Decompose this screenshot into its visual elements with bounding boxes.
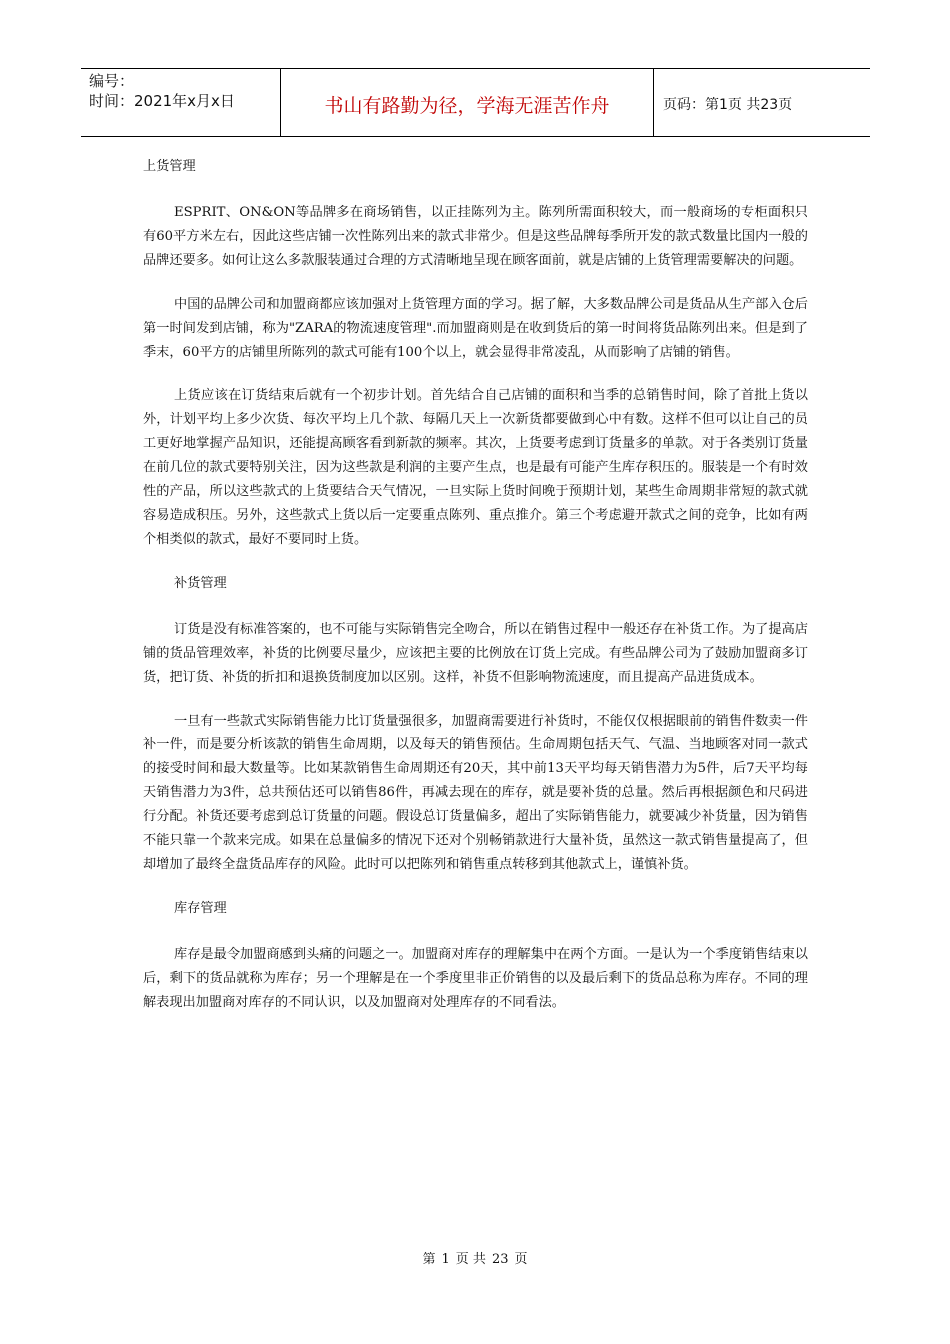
header-motto: 书山有路勤为径，学海无涯苦作舟	[281, 69, 654, 136]
section-heading-shanghuo: 上货管理	[143, 159, 196, 174]
paragraph: 订货是没有标准答案的，也不可能与实际销售完全吻合，所以在销售过程中一般还存在补货工作。为了提高店铺的货品管理效率，补货的比例要尽量少，应该把主要的比例放在订货上完成。有些品牌公司为了鼓励加盟商多订货，把订货、补货的折扣和退换货制度加以区别。这样，补货不但影响物流速度，而且提高产品进货成本。	[143, 621, 808, 685]
header-page-label: 页码：第1页 共23页	[663, 96, 793, 113]
document-body	[143, 155, 808, 1015]
footer-middle: 页 共	[455, 1252, 486, 1267]
header-meta	[81, 69, 281, 136]
paragraph: 库存是最令加盟商感到头痛的问题之一。加盟商对库存的理解集中在两个方面。一是认为一个季度销售结束以后，剩下的货品就称为库存；另一个理解是在一个季度里非正价销售的以及最后剩下的货品总称为库存。不同的理解表现出加盟商对库存的不同认识，以及加盟商对处理库存的不同看法。	[143, 946, 808, 1010]
paragraph: ESPRIT、ON&ON等品牌多在商场销售，以正挂陈列为主。陈列所需面积较大，而一般商场的专柜面积只有60平方米左右，因此这些店铺一次性陈列出来的款式非常少。但是这些品牌每季所开发的款式数量比国内一般的品牌还要多。如何让这么多款服装通过合理的方式清晰地呈现在顾客面前，就是店铺的上货管理需要解决的问题。	[143, 205, 808, 268]
footer-prefix: 第	[422, 1252, 436, 1267]
section-heading-kucun: 库存管理	[174, 900, 227, 916]
page-footer	[0, 1248, 950, 1267]
footer-suffix: 页	[514, 1252, 528, 1267]
doc-number-label: 编号：	[89, 72, 135, 90]
document-header	[81, 68, 870, 137]
section-heading-buhuo: 补货管理	[174, 575, 227, 591]
paragraph: 中国的品牌公司和加盟商都应该加强对上货管理方面的学习。据了解，大多数品牌公司是货品从生产部入仓后第一时间发到店铺，称为"ZARA的物流速度管理".而加盟商则是在收到货后的第一时间将货品陈列出来。但是到了季末，60平方的店铺里所陈列的款式可能有100个以上，就会显得非常凌乱，从而影响了店铺的销售。	[143, 296, 808, 360]
paragraph: 一旦有一些款式实际销售能力比订货量强很多，加盟商需要进行补货时，不能仅仅根据眼前的销售件数卖一件补一件，而是要分析该款的销售生命周期，以及每天的销售预估。生命周期包括天气、气温、当地顾客对同一款式的接受时间和最大数量等。比如某款销售生命周期还有20天，其中前13天平均每天销售潜力为5件，后7天平均每天销售潜力为3件，总共预估还可以销售86件，再减去现在的库存，就是要补货的总量。然后再根据颜色和尺码进行分配。补货还要考虑到总订货量的问题。假设总订货量偏多，超出了实际销售能力，就要减少补货量，因为销售不能只靠一个款来完成。如果在总量偏多的情况下还对个别畅销款进行大量补货，虽然这一款式销售量提高了，但却增加了最终全盘货品库存的风险。此时可以把陈列和销售重点转移到其他款式上，谨慎补货。	[143, 713, 808, 872]
footer-total-pages: 23	[491, 1252, 509, 1267]
paragraph: 上货应该在订货结束后就有一个初步计划。首先结合自己店铺的面积和当季的总销售时间，除了首批上货以外，计划平均上多少次货、每次平均上几个款、每隔几天上一次新货都要做到心中有数。这样不但可以让自己的员工更好地掌握产品知识，还能提高顾客看到新款的频率。其次，上货要考虑到订货量多的单款。对于各类别订货量在前几位的款式要特别关注，因为这些款是利润的主要产生点，也是最有可能产生库存积压的。服装是一个有时效性的产品，所以这些款式的上货要结合天气情况，一旦实际上货时间晚于预期计划，某些生命周期非常短的款式就容易造成积压。另外，这些款式上货以后一定要重点陈列、重点推介。第三个考虑避开款式之间的竞争，比如有两个相类似的款式，最好不要同时上货。	[143, 388, 808, 547]
time-label: 时间：2021年x月x日	[89, 92, 235, 110]
footer-page-number: 1	[441, 1252, 450, 1267]
